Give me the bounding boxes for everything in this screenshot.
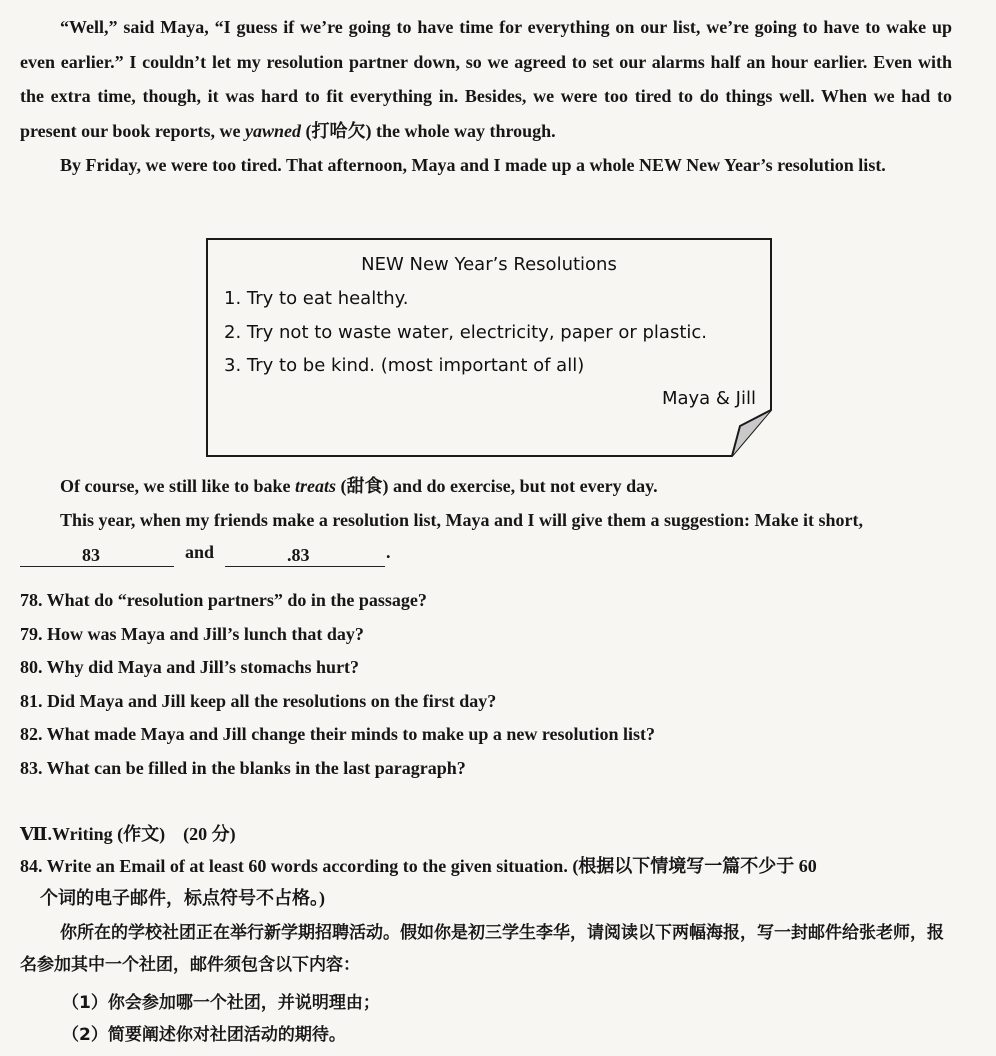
note-signature: Maya & Jill	[661, 388, 756, 409]
resolution-note-card	[206, 238, 772, 458]
writing-point-2: （2）简要阐述你对社团活动的期待。	[62, 1025, 346, 1045]
passage-paragraph-3	[20, 469, 952, 504]
writing-task	[20, 850, 952, 914]
paragraph-3-end: (甜食) and do exercise, but not every day.	[340, 476, 658, 496]
writing-task-line-2: 个词的电子邮件，标点符号不占格。)	[40, 888, 325, 908]
glossed-word-treats: treats	[294, 476, 336, 496]
answer-blank-2	[225, 544, 385, 567]
paragraph-1-text: “Well,” said Maya, “I guess if we’re going to have time for everything on our list, we’re going to have to wake up even earlier.” I couldn’t let my resolution partner down, so we agreed to set our alarms half an hour earlier. Even with the extra time, though, it was hard to fit everything in. Besides, we were too tired to do things well. When we had to present our book reports, we	[20, 17, 952, 141]
note-item-3: 3. Try to be kind. (most important of all)	[224, 355, 585, 376]
question-78: 78. What do “resolution partners” do in the passage?	[20, 590, 427, 610]
writing-situation: 你所在的学校社团正在举行新学期招聘活动。假如你是初三学生李华，请阅读以下两幅海报，写一封邮件给张老师，报名参加其中一个社团，邮件须包含以下内容：	[20, 923, 944, 975]
question-81: 81. Did Maya and Jill keep all the resolutions on the first day?	[20, 691, 497, 711]
note-item-1: 1. Try to eat healthy.	[224, 288, 409, 309]
note-title: NEW New Year’s Resolutions	[361, 254, 617, 275]
blank-connector: and	[185, 542, 215, 562]
question-82: 82. What made Maya and Jill change their minds to make up a new resolution list?	[20, 724, 656, 744]
writing-task-line-1: 84. Write an Email of at least 60 words according to the given situation. (根据以下情境写一篇不少于 60	[20, 856, 817, 876]
paragraph-1-gloss: (打哈欠) the whole way through.	[305, 120, 556, 141]
question-79: 79. How was Maya and Jill’s lunch that day?	[20, 624, 364, 644]
writing-point-1: （1）你会参加哪一个社团，并说明理由；	[62, 993, 380, 1013]
passage-paragraph-1	[20, 10, 952, 148]
question-80: 80. Why did Maya and Jill’s stomachs hurt?	[20, 657, 360, 677]
blank-1-text: 83	[82, 545, 100, 565]
blank-2-text: .83	[287, 545, 310, 565]
passage-paragraph-2: By Friday, we were too tired. That afternoon, Maya and I made up a whole NEW New Year’s resolution list.	[60, 155, 886, 175]
writing-section-heading: Ⅶ.Writing (作文) (20 分)	[20, 824, 236, 844]
question-83: 83. What can be filled in the blanks in the last paragraph?	[20, 758, 466, 778]
note-item-2: 2. Try not to waste water, electricity, paper or plastic.	[224, 322, 708, 343]
glossed-word-yawned: yawned	[245, 120, 301, 141]
answer-blank-1	[20, 544, 174, 567]
paragraph-3-start: Of course, we still like to bake	[60, 476, 291, 496]
passage-paragraph-4: This year, when my friends make a resolution list, Maya and I will give them a suggestion: Make it short,	[60, 510, 864, 530]
blank-end-period: .	[386, 542, 391, 562]
